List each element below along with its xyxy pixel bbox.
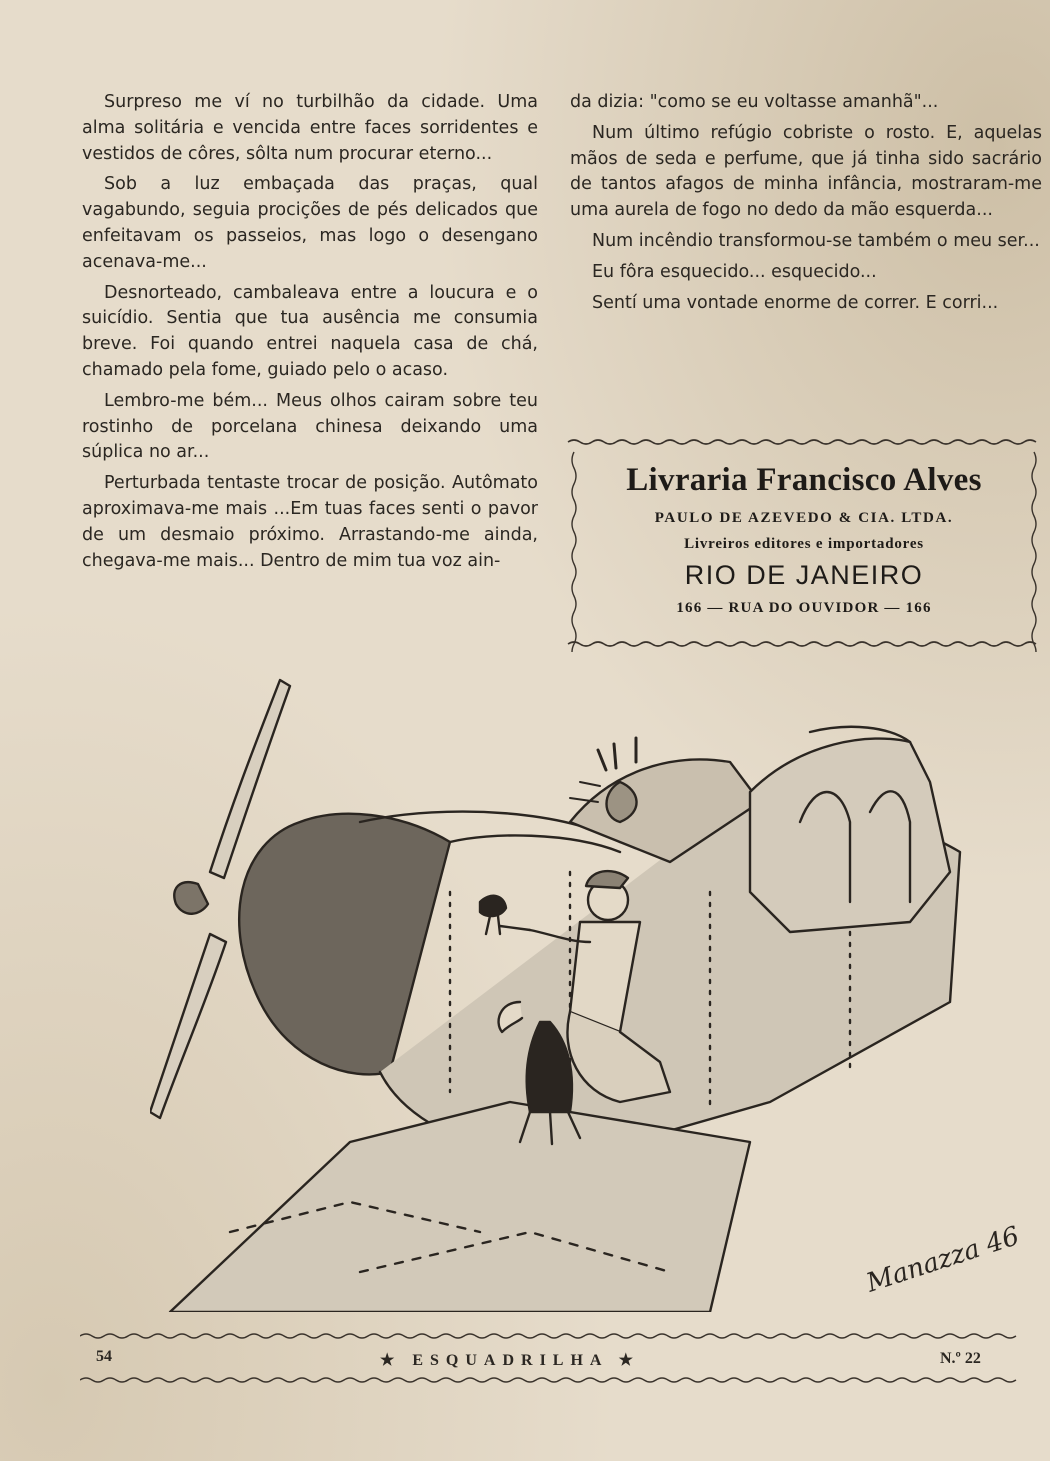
cartoon-signature: Manazza 46 xyxy=(862,1221,1024,1299)
article-paragraph: Desnorteado, cambaleava entre a loucura e o suicídio. Sentia que tua ausência me consumia breve. Foi quando entrei naquela casa de chá, chamado pela fome, guiado pelo o acaso. xyxy=(82,282,538,380)
article-paragraph: Num último refúgio cobriste o rosto. E, aquelas mãos de seda e perfume, que já tinha sido sacrário de tantos afagos de minha infância, mostraram-me uma aurela de fogo no dedo da mão esquerda... xyxy=(570,122,1042,221)
bookstore-advertisement xyxy=(570,452,1038,630)
ad-address: 166 — RUA DO OUVIDOR — 166 xyxy=(676,600,932,616)
article-paragraph: Sentí uma vontade enorme de correr. E corri... xyxy=(592,292,999,313)
page-number: 54 xyxy=(96,1348,112,1365)
article-paragraph: Perturbada tentaste trocar de posição. Autômato aproximava-me mais ...Em tuas faces senti o pavor de um desmaio próximo. Arrastando-me ainda, chegava-me mais... Dentro de mim tua voz ain- xyxy=(82,473,538,571)
article-paragraph: Lembro-me bém... Meus olhos cairam sobre teu rostinho de porcelana chinesa deixando uma súplica no ar... xyxy=(82,390,538,463)
article-paragraph: Num incêndio transformou-se também o meu ser... xyxy=(592,230,1040,251)
magazine-name: ★ ESQUADRILHA ★ xyxy=(380,1352,640,1369)
ad-city: RIO DE JANEIRO xyxy=(684,560,924,590)
page-footer xyxy=(0,1340,1050,1400)
ad-title: Livraria Francisco Alves xyxy=(626,462,982,498)
ad-company: PAULO DE AZEVEDO & CIA. LTDA. xyxy=(654,510,954,526)
article-paragraph: Sob a luz embaçada das praças, qual vagabundo, seguia procições de pés delicados que enfeitavam os passeios, mas logo o desengano acenava-me... xyxy=(82,174,538,272)
article-right-column xyxy=(570,90,1042,321)
article-left-column xyxy=(82,90,538,579)
article-paragraph: da dizia: "como se eu voltasse amanhã"... xyxy=(570,92,939,112)
article-paragraph: Eu fôra esquecido... esquecido... xyxy=(592,261,877,282)
article-paragraph: Surpreso me ví no turbilhão da cidade. Uma alma solitária e vencida entre faces sorridentes e vestidos de côres, sôlta num procurar eterno... xyxy=(82,92,538,164)
issue-number: N.º 22 xyxy=(940,1350,981,1367)
airplane-cartoon-illustration xyxy=(150,672,1030,1312)
ad-tagline: Livreiros editores e importadores xyxy=(684,536,924,552)
